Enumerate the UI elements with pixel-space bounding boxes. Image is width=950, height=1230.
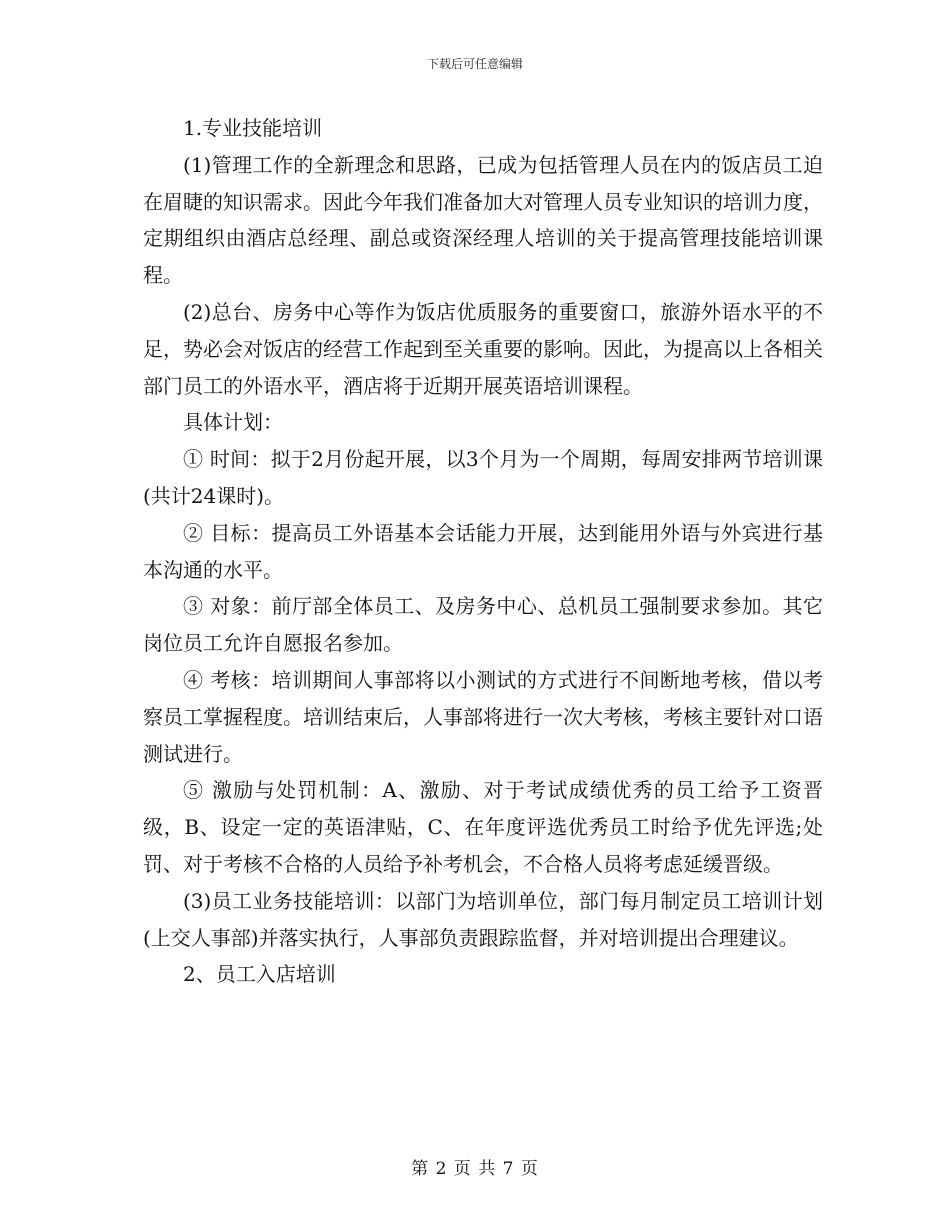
section-heading-skills: 1.专业技能培训 — [183, 116, 323, 140]
plan-heading: 具体计划： — [183, 410, 283, 435]
plan-item-assessment: ④ 考核：培训期间人事部将以小测试的方式进行不间断地考核，借以考察员工掌握程度。培训结束后，人事部将进行一次大考核，考核主要针对口语测试进行。 — [143, 667, 823, 766]
plan-item-time: ① 时间：拟于2月份起开展，以3个月为一个周期，每周安排两节培训课(共计24课时)。 — [143, 447, 823, 508]
document-body — [143, 110, 823, 993]
section-heading-onboarding: 2、员工入店培训 — [183, 962, 336, 987]
paragraph-language-training: (2)总台、房务中心等作为饭店优质服务的重要窗口，旅游外语水平的不足，势必会对饭店的经营工作起到至关重要的影响。因此，为提高以上各相关部门员工的外语水平，酒店将于近期开展英语培训课程。 — [143, 299, 823, 398]
plan-item-incentive: ⑤ 激励与处罚机制：A、激励、对于考试成绩优秀的员工给予工资晋级，B、设定一定的英语津贴，C、在年度评选优秀员工时给予优先评选;处罚、对于考核不合格的人员给予补考机会，不合格人员将考虑延缓晋级。 — [143, 778, 823, 876]
page-header-note: 下载后可任意编辑 — [426, 57, 523, 71]
plan-item-goal: ② 目标：提高员工外语基本会话能力开展，达到能用外语与外宾进行基本沟通的水平。 — [143, 520, 823, 582]
paragraph-management-training: (1)管理工作的全新理念和思路，已成为包括管理人员在内的饭店员工迫在眉睫的知识需求。因此今年我们准备加大对管理人员专业知识的培训力度，定期组织由酒店总经理、副总或资深经理人培训的关于提高管理技能培训课程。 — [143, 152, 823, 288]
paragraph-business-skills: (3)员工业务技能培训：以部门为培训单位，部门每月制定员工培训计划(上交人事部)并落实执行，人事部负责跟踪监督，并对培训提出合理建议。 — [143, 888, 823, 950]
plan-item-target: ③ 对象：前厅部全体员工、及房务中心、总机员工强制要求参加。其它岗位员工允许自愿报名参加。 — [143, 594, 823, 656]
page-number: 第 2 页 共 7 页 — [411, 1159, 539, 1179]
